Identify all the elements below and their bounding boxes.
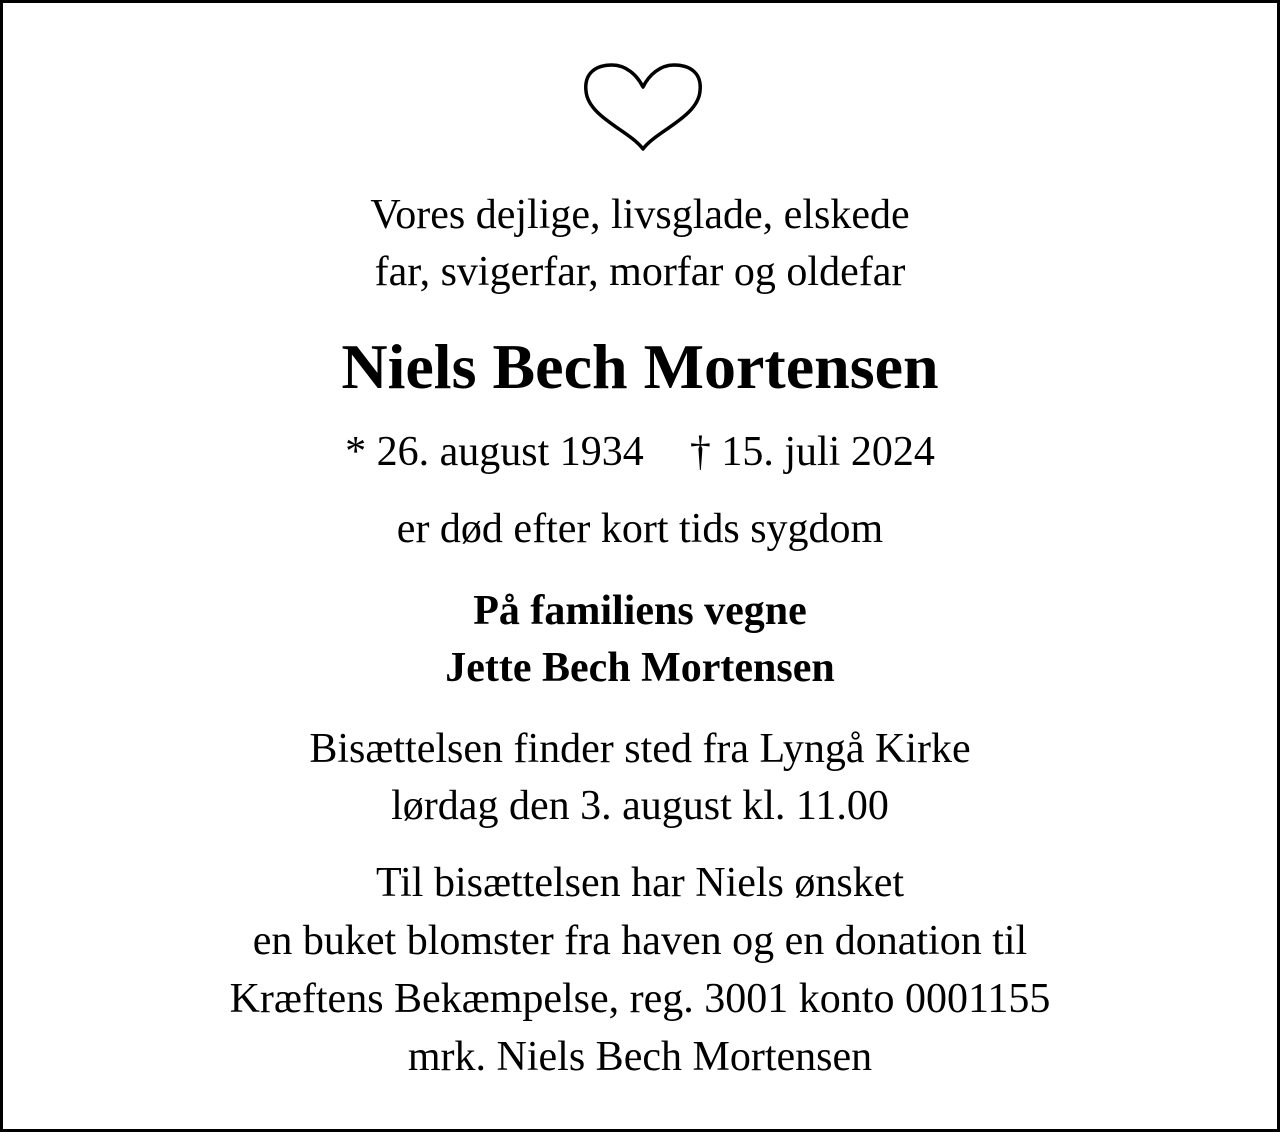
intro-line-2: far, svigerfar, morfar og oldefar [374,249,906,295]
wishes-line-2: en buket blomster fra haven og en donation til [252,918,1028,964]
wishes-line-3: Kræftens Bekæmpelse, reg. 3001 konto 0001155 [229,976,1051,1022]
deceased-name: Niels Bech Mortensen [341,331,939,402]
life-dates [3,425,1277,479]
birth-date: * 26. august 1934 [345,429,644,475]
cause-of-death: er død efter kort tids sygdom [396,506,884,552]
intro-line-1: Vores dejlige, livsglade, elskede [370,192,910,238]
heart-outline-icon [580,61,706,153]
signature-line-1: På familiens vegne [473,588,807,634]
funeral-line-2: lørdag den 3. august kl. 11.00 [391,783,889,829]
wishes-line-4: mrk. Niels Bech Mortensen [407,1034,873,1080]
funeral-line-1: Bisættelsen finder sted fra Lyngå Kirke [309,726,971,772]
wishes-line-1: Til bisættelsen har Niels ønsket [375,860,905,906]
death-date: † 15. juli 2024 [689,429,935,475]
signature-line-2: Jette Bech Mortensen [445,645,835,691]
